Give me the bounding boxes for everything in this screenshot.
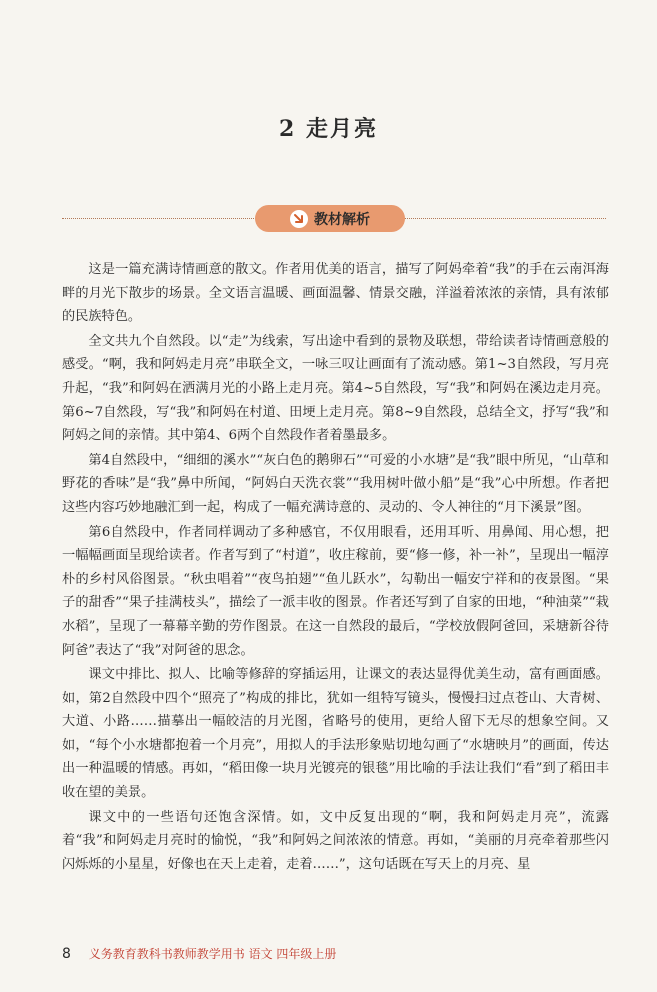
page-title: 2 走月亮 bbox=[279, 116, 378, 142]
page-footer bbox=[62, 945, 609, 962]
page-number: 8 bbox=[62, 946, 71, 962]
section-label: 教材解析 bbox=[314, 211, 370, 228]
paragraph: 课文中排比、拟人、比喻等修辞的穿插运用，让课文的表达显得优美生动，富有画面感。如，第2自然段中四个“照亮了”构成的排比，犹如一组特写镜头，慢慢扫过点苍山、大青树、大道、小路……描摹出一幅皎洁的月光图，省略号的使用，更给人留下无尽的想象空间。又如，“每个小水塘都抱着一个月亮”，用拟人的手法形象贴切地勾画了“水塘映月”的画面，传达出一种温暖的情感。再如，“稻田像一块月光镀亮的银毯”用比喻的手法让我们“看”到了稻田丰收在望的美景。 bbox=[62, 667, 609, 801]
analysis-content bbox=[62, 258, 609, 877]
paragraph: 课文中的一些语句还饱含深情。如，文中反复出现的“啊，我和阿妈走月亮”，流露着“我”和阿妈走月亮时的愉悦，“我”和阿妈之间浓浓的情意。再如，“美丽的月亮牵着那些闪闪烁烁的小星星，好像也在天上走着，走着……”，这句话既在写天上的月亮、星 bbox=[62, 809, 609, 872]
paragraph: 第4自然段中，“细细的溪水”“灰白色的鹅卵石”“可爱的小水塘”是“我”眼中所见，“山草和野花的香味”是“我”鼻中所闻，“阿妈白天洗衣裳”“我用树叶做小船”是“我”心中所想。作者把这些内容巧妙地融汇到一起，构成了一幅充满诗意的、灵动的、令人神往的“月下溪景”图。 bbox=[62, 452, 609, 515]
paragraph: 这是一篇充满诗情画意的散文。作者用优美的语言，描写了阿妈牵着“我”的手在云南洱海畔的月光下散步的场景。全文语言温暖、画面温馨、情景交融，洋溢着浓浓的亲情，具有浓郁的民族特色。 bbox=[62, 262, 609, 325]
arrow-circle-icon bbox=[290, 210, 308, 228]
paragraph: 第6自然段中，作者同样调动了多种感官，不仅用眼看，还用耳听、用鼻闻、用心想，把一幅幅画面呈现给读者。作者写到了“村道”，收庄稼前，要“修一修，补一补”，呈现出一幅淳朴的乡村风俗图景。“秋虫唱着”“夜鸟拍翅”“鱼儿跃水”，勾勒出一幅安宁祥和的夜景图。“果子的甜香”“果子挂满枝头”，描绘了一派丰收的图景。作者还写到了自家的田地，“种油菜”“栽水稻”，呈现了一幕幕辛勤的劳作图景。在这一自然段的最后，“学校放假阿爸回，采塘新谷待阿爸”表达了“我”对阿爸的思念。 bbox=[62, 524, 609, 658]
book-title: 义务教育教科书教师教学用书 语文 四年级上册 bbox=[88, 947, 337, 961]
section-badge bbox=[255, 205, 405, 232]
paragraph: 全文共九个自然段。以“走”为线索，写出途中看到的景物及联想，带给读者诗情画意般的感受。“啊，我和阿妈走月亮”串联全文，一咏三叹让画面有了流动感。第1~3自然段，写月亮升起，“我”和阿妈在洒满月光的小路上走月亮。第4~5自然段，写“我”和阿妈在溪边走月亮。第6~7自然段，写“我”和阿妈在村道、田埂上走月亮。第8~9自然段，总结全文，抒写“我”和阿妈之间的亲情。其中第4、6两个自然段作者着墨最多。 bbox=[62, 333, 609, 444]
